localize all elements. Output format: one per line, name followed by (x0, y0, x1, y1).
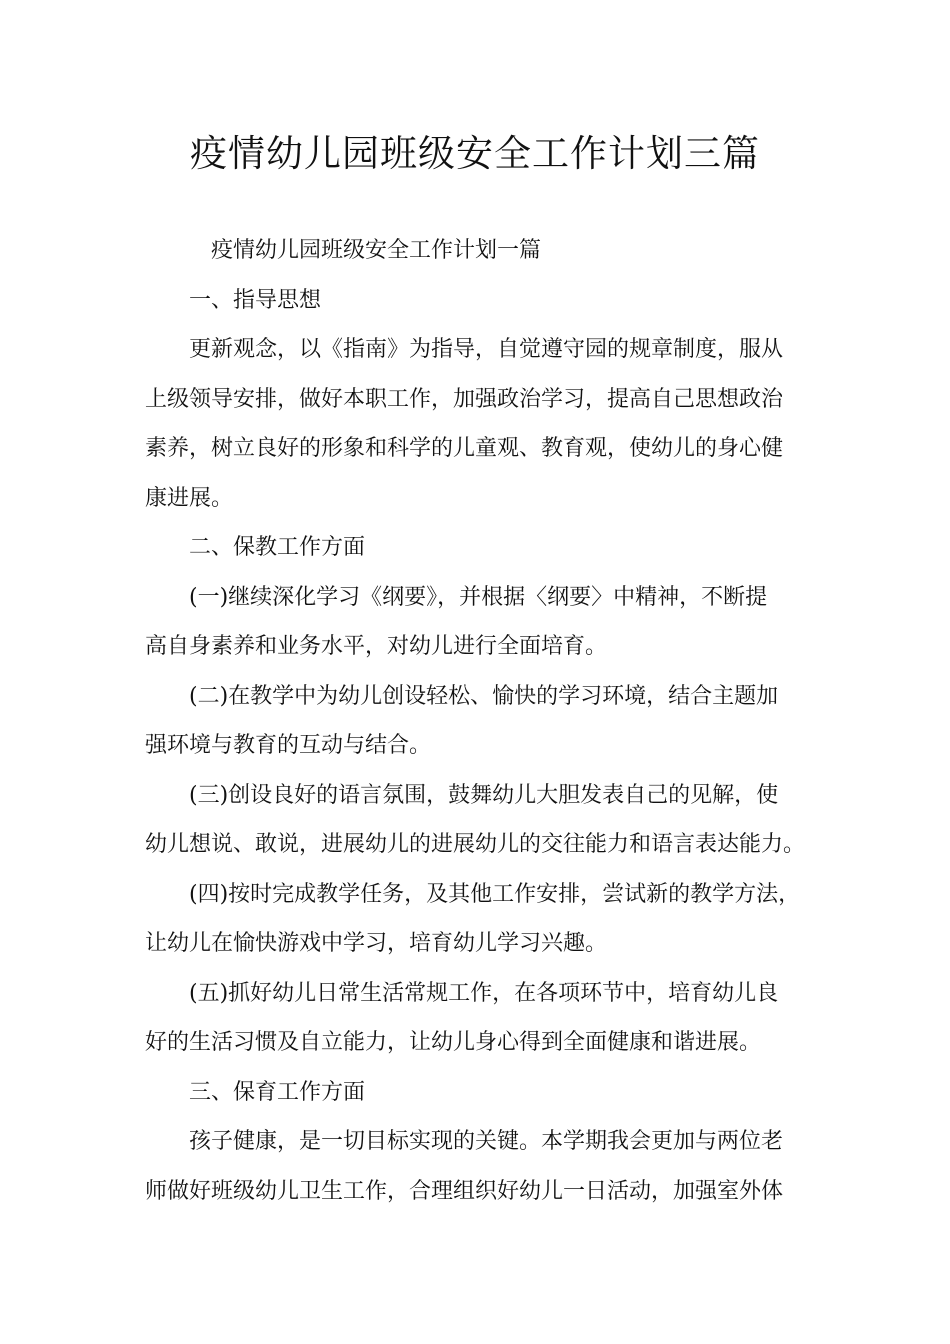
body-line: (一)继续深化学习《纲要》，并根据〈纲要〉中精神，不断提 (189, 584, 768, 610)
body-line: 孩子健康，是一切目标实现的关键。本学期我会更加与两位老 (189, 1129, 784, 1154)
body-line: (三)创设良好的语言氛围，鼓舞幼儿大胆发表自己的见解，使 (189, 782, 779, 808)
body-line: 一、指导思想 (189, 287, 322, 313)
body-line: 康进展。 (145, 485, 234, 511)
body-line: 疫情幼儿园班级安全工作计划一篇 (211, 238, 542, 263)
body-line: 强环境与教育的互动与结合。 (145, 733, 432, 758)
body-line: 让幼儿在愉快游戏中学习，培育幼儿学习兴趣。 (145, 931, 608, 956)
body-line: 更新观念，以《指南》为指导，自觉遵守园的规章制度，服从 (189, 337, 784, 362)
body-line: 高自身素养和业务水平，对幼儿进行全面培育。 (145, 634, 608, 659)
body-line: 上级领导安排，做好本职工作，加强政治学习，提高自己思想政治 (145, 386, 784, 412)
body-line: 师做好班级幼儿卫生工作，合理组织好幼儿一日活动，加强室外体 (145, 1178, 784, 1204)
body-line: (四)按时完成教学任务，及其他工作安排，尝试新的教学方法， (189, 881, 801, 907)
document-title: 疫情幼儿园班级安全工作计划三篇 (190, 132, 760, 175)
body-line: 幼儿想说、敢说，进展幼儿的进展幼儿的交往能力和语言表达能力。 (145, 832, 806, 857)
body-line: 好的生活习惯及自立能力，让幼儿身心得到全面健康和谐进展。 (145, 1030, 762, 1055)
body-line: (五)抓好幼儿日常生活常规工作，在各项环节中，培育幼儿良 (189, 980, 779, 1006)
body-line: 素养，树立良好的形象和科学的儿童观、教育观，使幼儿的身心健 (145, 436, 784, 461)
document-body (145, 226, 813, 1216)
body-line: (二)在教学中为幼儿创设轻松、愉快的学习环境，结合主题加 (189, 683, 779, 709)
body-line: 二、保教工作方面 (189, 535, 366, 560)
body-line: 三、保育工作方面 (189, 1079, 366, 1105)
